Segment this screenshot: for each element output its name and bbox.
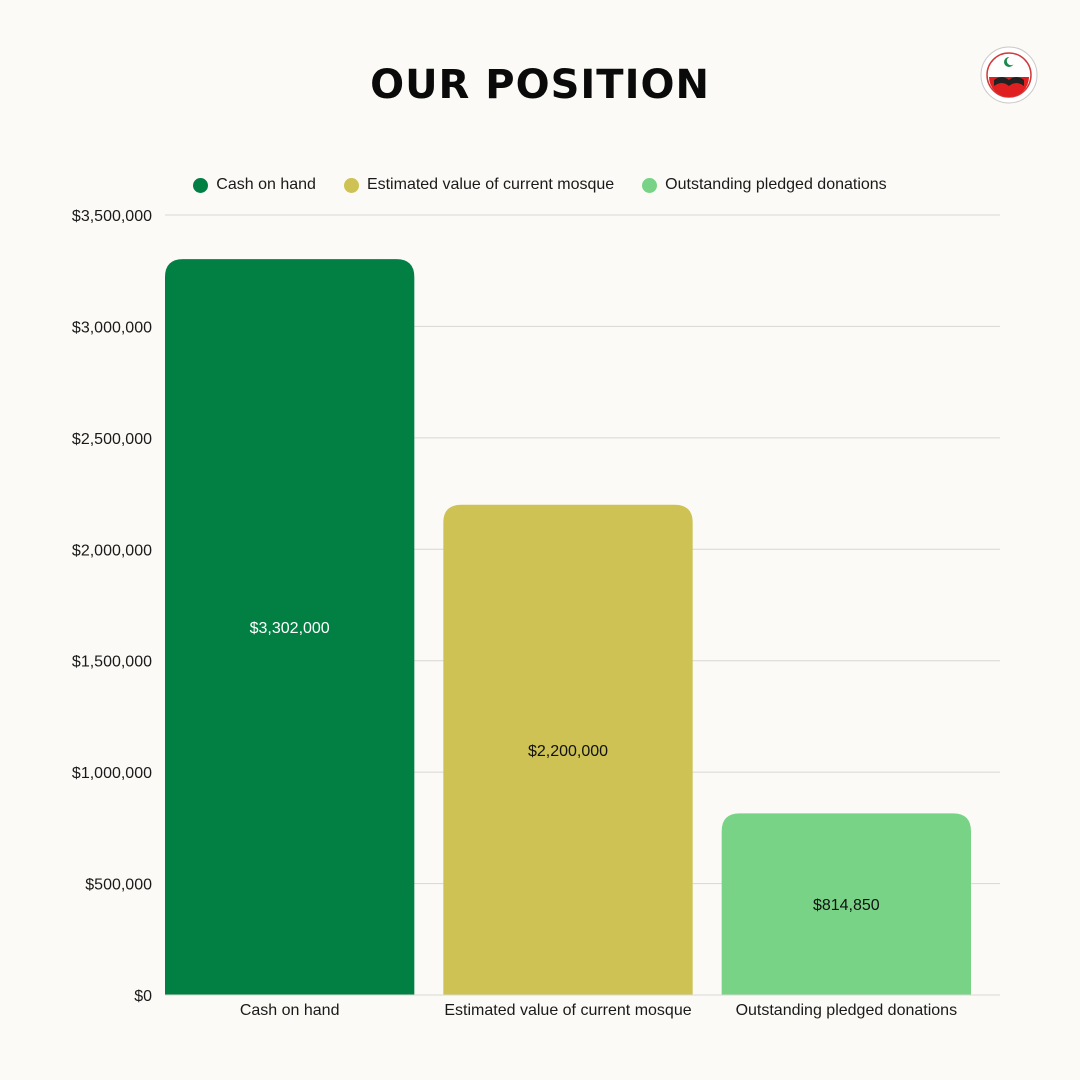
y-tick-label: $500,000 bbox=[85, 876, 152, 894]
y-tick-label: $0 bbox=[134, 988, 152, 1005]
x-tick-label: Cash on hand bbox=[239, 1002, 340, 1019]
y-tick-label: $2,500,000 bbox=[71, 430, 152, 448]
x-tick-label: Outstanding pledged donations bbox=[735, 1002, 958, 1019]
bar-data-label: $2,200,000 bbox=[527, 742, 609, 760]
x-tick-label: Estimated value of current mosque bbox=[444, 1002, 692, 1019]
y-tick-label: $3,500,000 bbox=[71, 208, 152, 225]
y-tick-label: $2,000,000 bbox=[71, 542, 152, 560]
legend-label: Cash on hand bbox=[216, 176, 316, 193]
page-title: OUR POSITION bbox=[370, 62, 710, 108]
y-tick-label: $1,500,000 bbox=[71, 653, 152, 671]
y-tick-label: $1,000,000 bbox=[71, 765, 152, 783]
legend-label: Outstanding pledged donations bbox=[665, 176, 887, 193]
bar-data-label: $3,302,000 bbox=[249, 620, 330, 638]
y-tick-label: $3,000,000 bbox=[71, 319, 152, 337]
bar-data-label: $814,850 bbox=[812, 897, 880, 915]
legend-label: Estimated value of current mosque bbox=[366, 176, 615, 193]
